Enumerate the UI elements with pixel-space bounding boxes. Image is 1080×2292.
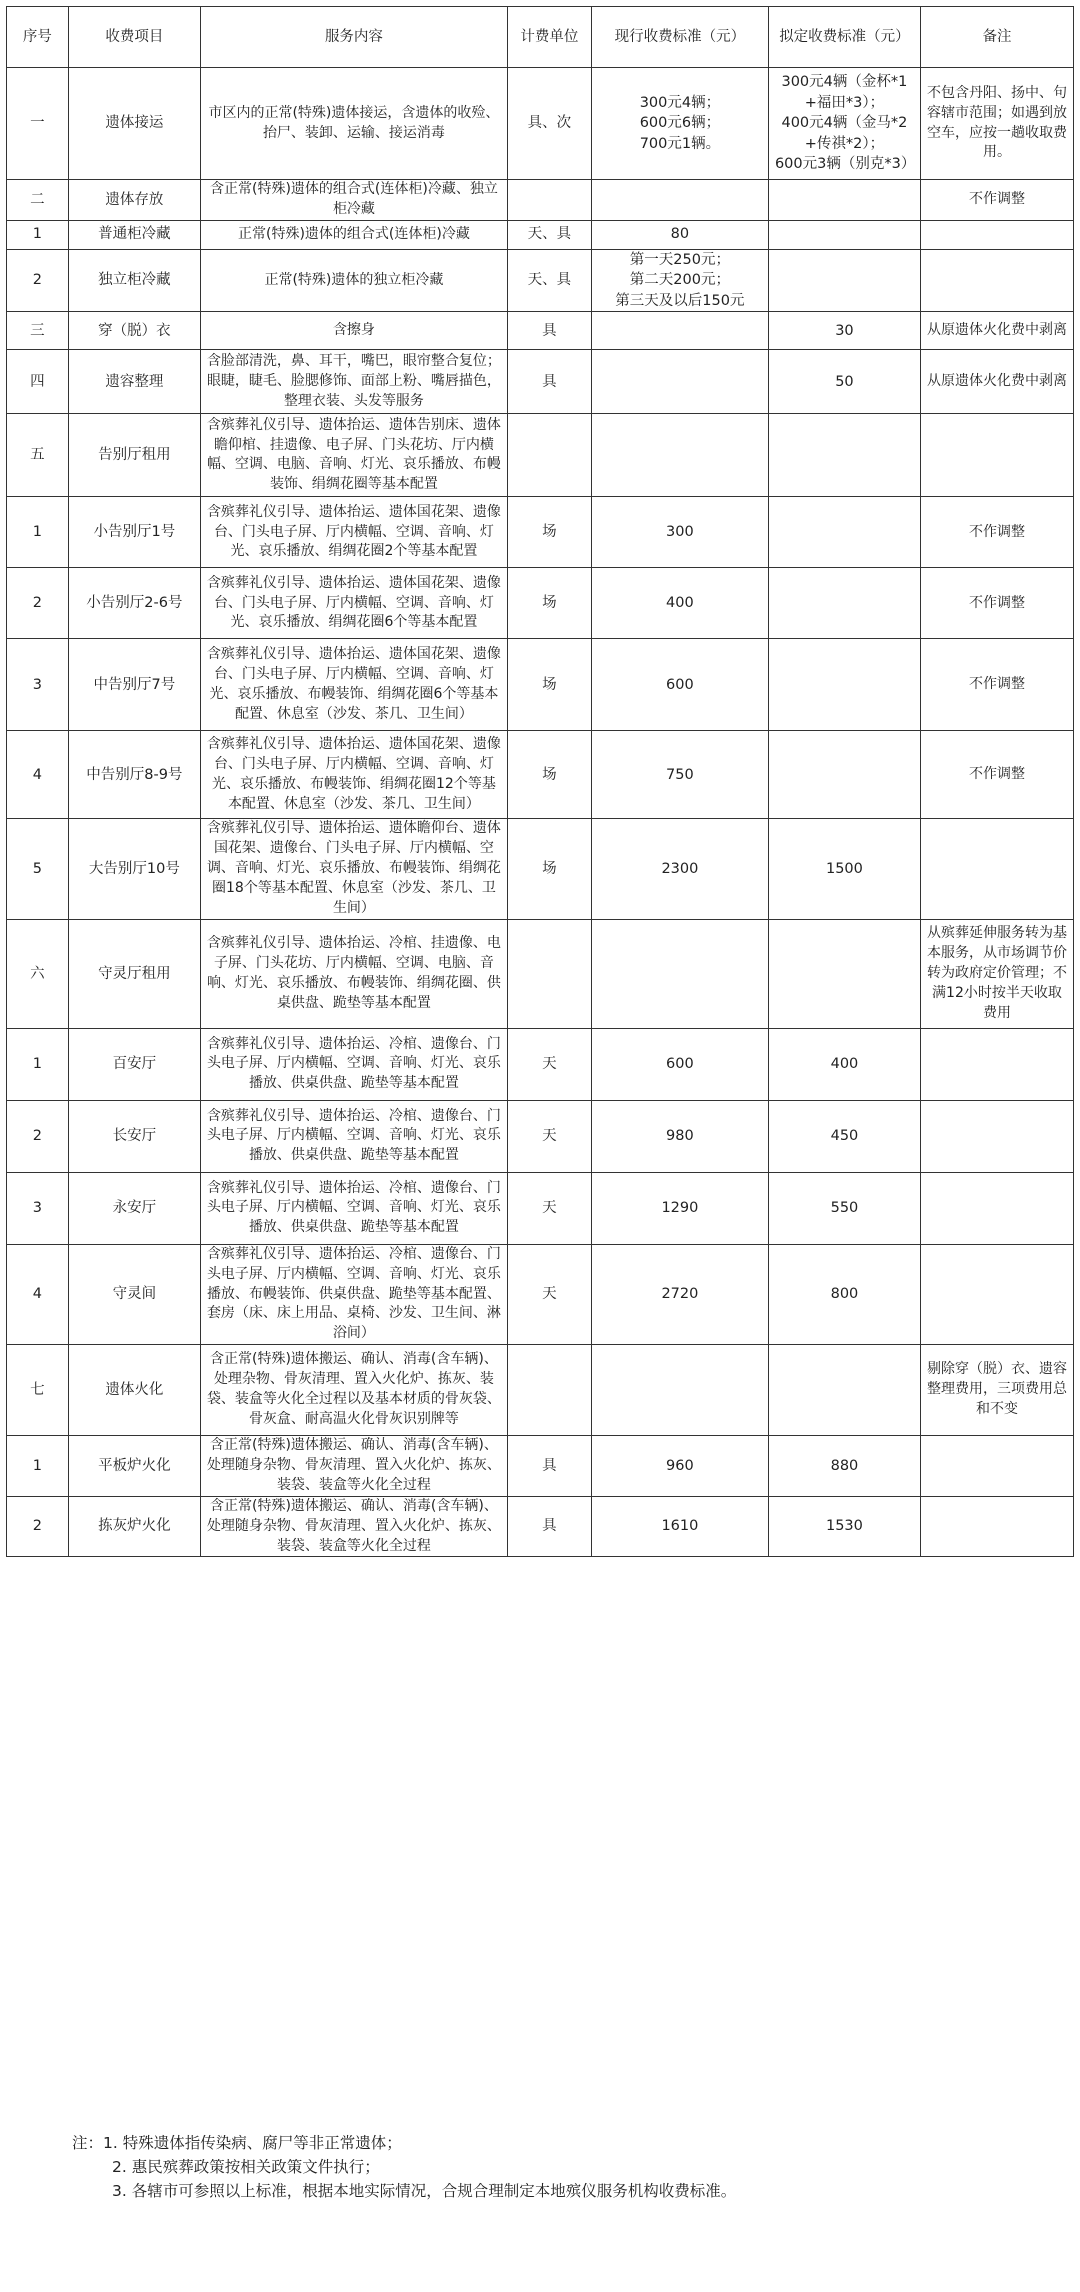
row-proposed-price: 550	[768, 1172, 920, 1244]
row-no: 2	[7, 568, 69, 639]
row-remark: 不包含丹阳、扬中、句容辖市范围；如遇到放空车，应按一趟收取费用。	[920, 68, 1073, 180]
row-remark	[920, 1244, 1073, 1344]
row-proposed-price	[768, 249, 920, 312]
row-proposed-price	[768, 414, 920, 497]
row-proposed-price	[768, 220, 920, 249]
header-item: 收费项目	[68, 7, 200, 68]
row-current-price: 2300	[591, 819, 768, 919]
row-no: 5	[7, 819, 69, 919]
row-proposed-price	[768, 919, 920, 1028]
row-item: 小告别厅1号	[68, 497, 200, 568]
row-current-price	[591, 312, 768, 350]
header-proposed: 拟定收费标准（元）	[768, 7, 920, 68]
row-remark: 剔除穿（脱）衣、遗容整理费用，三项费用总和不变	[920, 1345, 1073, 1436]
row-item: 拣灰炉火化	[68, 1496, 200, 1557]
row-unit: 具	[507, 1496, 591, 1557]
row-unit: 天、具	[507, 249, 591, 312]
row-content: 含殡葬礼仪引导、遗体抬运、遗体国花架、遗像台、门头电子屏、厅内横幅、空调、音响、灯光、哀乐播放、布幔装饰、绢绸花圈12个等基本配置、休息室（沙发、茶几、卫生间）	[200, 731, 507, 819]
table-row	[7, 731, 1074, 819]
row-no: 1	[7, 497, 69, 568]
row-unit: 场	[507, 568, 591, 639]
row-unit: 天、具	[507, 220, 591, 249]
row-unit: 天	[507, 1244, 591, 1344]
row-item: 大告别厅10号	[68, 819, 200, 919]
row-remark	[920, 1436, 1073, 1497]
row-proposed-price: 400	[768, 1028, 920, 1100]
table-row	[7, 1172, 1074, 1244]
row-proposed-price	[768, 1345, 920, 1436]
row-unit: 天	[507, 1028, 591, 1100]
row-unit	[507, 180, 591, 221]
row-remark: 从原遗体火化费中剥离	[920, 350, 1073, 414]
row-item: 遗体接运	[68, 68, 200, 180]
row-no: 2	[7, 1100, 69, 1172]
row-remark	[920, 1172, 1073, 1244]
header-current: 现行收费标准（元）	[591, 7, 768, 68]
table-row	[7, 249, 1074, 312]
row-current-price: 第一天250元； 第二天200元； 第三天及以后150元	[591, 249, 768, 312]
row-no: 1	[7, 1436, 69, 1497]
table-row	[7, 1100, 1074, 1172]
row-unit: 天	[507, 1172, 591, 1244]
row-content: 市区内的正常(特殊)遗体接运，含遗体的收殓、抬尸、装卸、运输、接运消毒	[200, 68, 507, 180]
row-content: 含正常(特殊)遗体搬运、确认、消毒(含车辆)、处理随身杂物、骨灰清理、置入火化炉、拣灰、装袋、装盒等火化全过程	[200, 1496, 507, 1557]
row-current-price: 2720	[591, 1244, 768, 1344]
row-content: 含殡葬礼仪引导、遗体抬运、冷棺、遗像台、门头电子屏、厅内横幅、空调、音响、灯光、哀乐播放、供桌供盘、跪垫等基本配置	[200, 1100, 507, 1172]
row-no: 七	[7, 1345, 69, 1436]
row-no: 2	[7, 1496, 69, 1557]
row-no: 3	[7, 639, 69, 731]
row-current-price	[591, 180, 768, 221]
row-item: 长安厅	[68, 1100, 200, 1172]
row-proposed-price: 30	[768, 312, 920, 350]
row-proposed-price: 1500	[768, 819, 920, 919]
row-content: 含正常(特殊)遗体搬运、确认、消毒(含车辆)、处理杂物、骨灰清理、置入火化炉、拣灰、装袋、装盒等火化全过程以及基本材质的骨灰袋、骨灰盒、耐高温火化骨灰识别牌等	[200, 1345, 507, 1436]
table-row	[7, 68, 1074, 180]
row-content: 含殡葬礼仪引导、遗体抬运、遗体国花架、遗像台、门头电子屏、厅内横幅、空调、音响、灯光、哀乐播放、布幔装饰、绢绸花圈6个等基本配置、休息室（沙发、茶几、卫生间）	[200, 639, 507, 731]
table-row	[7, 312, 1074, 350]
row-unit	[507, 1345, 591, 1436]
row-item: 遗体火化	[68, 1345, 200, 1436]
table-row	[7, 1028, 1074, 1100]
row-no: 4	[7, 731, 69, 819]
header-row	[7, 7, 1074, 68]
row-unit: 场	[507, 819, 591, 919]
row-unit: 场	[507, 639, 591, 731]
row-content: 含殡葬礼仪引导、遗体抬运、遗体国花架、遗像台、门头电子屏、厅内横幅、空调、音响、灯光、哀乐播放、绢绸花圈2个等基本配置	[200, 497, 507, 568]
row-current-price: 600	[591, 639, 768, 731]
row-remark	[920, 1028, 1073, 1100]
header-unit: 计费单位	[507, 7, 591, 68]
table-row	[7, 414, 1074, 497]
row-item: 中告别厅7号	[68, 639, 200, 731]
row-current-price: 600	[591, 1028, 768, 1100]
row-remark: 不作调整	[920, 497, 1073, 568]
note-3: 3. 各辖市可参照以上标准，根据本地实际情况，合规合理制定本地殡仪服务机构收费标准。	[112, 2182, 737, 2201]
fee-table	[6, 6, 1074, 1557]
row-content: 含正常(特殊)遗体搬运、确认、消毒(含车辆)、处理随身杂物、骨灰清理、置入火化炉、拣灰、装袋、装盒等火化全过程	[200, 1436, 507, 1497]
row-no: 二	[7, 180, 69, 221]
row-unit: 具、次	[507, 68, 591, 180]
row-current-price: 400	[591, 568, 768, 639]
table-row	[7, 220, 1074, 249]
row-current-price: 300	[591, 497, 768, 568]
row-item: 小告别厅2-6号	[68, 568, 200, 639]
row-no: 六	[7, 919, 69, 1028]
row-remark: 不作调整	[920, 731, 1073, 819]
row-item: 遗体存放	[68, 180, 200, 221]
row-current-price: 1290	[591, 1172, 768, 1244]
row-no: 一	[7, 68, 69, 180]
row-remark	[920, 1496, 1073, 1557]
row-content: 含殡葬礼仪引导、遗体抬运、冷棺、挂遗像、电子屏、门头花坊、厅内横幅、空调、电脑、音响、灯光、哀乐播放、布幔装饰、绢绸花圈、供桌供盘、跪垫等基本配置	[200, 919, 507, 1028]
row-unit: 具	[507, 312, 591, 350]
row-current-price: 300元4辆； 600元6辆； 700元1辆。	[591, 68, 768, 180]
row-unit: 场	[507, 731, 591, 819]
row-remark	[920, 220, 1073, 249]
row-content: 含殡葬礼仪引导、遗体抬运、冷棺、遗像台、门头电子屏、厅内横幅、空调、音响、灯光、哀乐播放、供桌供盘、跪垫等基本配置	[200, 1028, 507, 1100]
row-no: 2	[7, 249, 69, 312]
table-row	[7, 1496, 1074, 1557]
row-remark	[920, 819, 1073, 919]
row-proposed-price	[768, 731, 920, 819]
row-current-price: 960	[591, 1436, 768, 1497]
row-current-price	[591, 1345, 768, 1436]
table-row	[7, 1436, 1074, 1497]
row-content: 含殡葬礼仪引导、遗体抬运、遗体瞻仰台、遗体国花架、遗像台、门头电子屏、厅内横幅、空调、音响、灯光、哀乐播放、布幔装饰、绢绸花圈18个等基本配置、休息室（沙发、茶几、卫生间）	[200, 819, 507, 919]
table-row	[7, 919, 1074, 1028]
row-content: 含殡葬礼仪引导、遗体抬运、冷棺、遗像台、门头电子屏、厅内横幅、空调、音响、灯光、哀乐播放、供桌供盘、跪垫等基本配置	[200, 1172, 507, 1244]
header-remark: 备注	[920, 7, 1073, 68]
row-remark: 不作调整	[920, 639, 1073, 731]
row-no: 五	[7, 414, 69, 497]
row-content: 含擦身	[200, 312, 507, 350]
row-content: 含殡葬礼仪引导、遗体抬运、遗体国花架、遗像台、门头电子屏、厅内横幅、空调、音响、灯光、哀乐播放、绢绸花圈6个等基本配置	[200, 568, 507, 639]
row-proposed-price	[768, 180, 920, 221]
row-no: 1	[7, 1028, 69, 1100]
row-item: 守灵厅租用	[68, 919, 200, 1028]
row-unit: 具	[507, 350, 591, 414]
row-item: 平板炉火化	[68, 1436, 200, 1497]
row-item: 独立柜冷藏	[68, 249, 200, 312]
row-current-price: 750	[591, 731, 768, 819]
row-current-price: 980	[591, 1100, 768, 1172]
row-current-price: 1610	[591, 1496, 768, 1557]
row-item: 永安厅	[68, 1172, 200, 1244]
table-row	[7, 497, 1074, 568]
row-proposed-price: 1530	[768, 1496, 920, 1557]
row-proposed-price: 800	[768, 1244, 920, 1344]
row-item: 中告别厅8-9号	[68, 731, 200, 819]
row-remark: 不作调整	[920, 568, 1073, 639]
note-1: 注：1. 特殊遗体指传染病、腐尸等非正常遗体；	[72, 2134, 402, 2152]
table-row	[7, 180, 1074, 221]
row-item: 百安厅	[68, 1028, 200, 1100]
row-current-price	[591, 919, 768, 1028]
row-remark: 从原遗体火化费中剥离	[920, 312, 1073, 350]
row-proposed-price: 450	[768, 1100, 920, 1172]
notes	[72, 2131, 1052, 2203]
row-item: 遗容整理	[68, 350, 200, 414]
row-no: 3	[7, 1172, 69, 1244]
table-row	[7, 1244, 1074, 1344]
row-remark: 不作调整	[920, 180, 1073, 221]
row-proposed-price: 300元4辆（金杯*1+福田*3）； 400元4辆（金马*2+传祺*2）； 600元3辆（别克*3）	[768, 68, 920, 180]
row-proposed-price: 880	[768, 1436, 920, 1497]
row-content: 含正常(特殊)遗体的组合式(连体柜)冷藏、独立柜冷藏	[200, 180, 507, 221]
header-no: 序号	[7, 7, 69, 68]
row-current-price	[591, 350, 768, 414]
row-no: 四	[7, 350, 69, 414]
row-item: 守灵间	[68, 1244, 200, 1344]
row-proposed-price	[768, 568, 920, 639]
row-unit: 场	[507, 497, 591, 568]
row-unit	[507, 414, 591, 497]
row-no: 1	[7, 220, 69, 249]
row-current-price	[591, 414, 768, 497]
row-content: 含殡葬礼仪引导、遗体抬运、冷棺、遗像台、门头电子屏、厅内横幅、空调、音响、灯光、哀乐播放、布幔装饰、供桌供盘、跪垫等基本配置、套房（床、床上用品、桌椅、沙发、卫生间、淋浴间）	[200, 1244, 507, 1344]
row-remark: 从殡葬延伸服务转为基本服务，从市场调节价转为政府定价管理；不满12小时按半天收取费用	[920, 919, 1073, 1028]
row-remark	[920, 414, 1073, 497]
row-content: 含脸部清洗，鼻、耳干，嘴巴，眼帘整合复位；眼睫，睫毛、脸腮修饰、面部上粉、嘴唇描色，整理衣装、头发等服务	[200, 350, 507, 414]
note-2: 2. 惠民殡葬政策按相关政策文件执行；	[112, 2158, 380, 2177]
row-current-price: 80	[591, 220, 768, 249]
row-no: 4	[7, 1244, 69, 1344]
row-unit: 天	[507, 1100, 591, 1172]
table-row	[7, 639, 1074, 731]
row-unit	[507, 919, 591, 1028]
row-proposed-price: 50	[768, 350, 920, 414]
row-item: 普通柜冷藏	[68, 220, 200, 249]
row-proposed-price	[768, 639, 920, 731]
table-row	[7, 819, 1074, 919]
row-item: 告别厅租用	[68, 414, 200, 497]
row-proposed-price	[768, 497, 920, 568]
table-row	[7, 568, 1074, 639]
row-content: 含殡葬礼仪引导、遗体抬运、遗体告别床、遗体瞻仰棺、挂遗像、电子屏、门头花坊、厅内横幅、空调、电脑、音响、灯光、哀乐播放、布幔装饰、绢绸花圈等基本配置	[200, 414, 507, 497]
row-remark	[920, 249, 1073, 312]
row-no: 三	[7, 312, 69, 350]
table-row	[7, 350, 1074, 414]
row-item: 穿（脱）衣	[68, 312, 200, 350]
row-unit: 具	[507, 1436, 591, 1497]
row-content: 正常(特殊)遗体的独立柜冷藏	[200, 249, 507, 312]
header-content: 服务内容	[200, 7, 507, 68]
row-remark	[920, 1100, 1073, 1172]
row-content: 正常(特殊)遗体的组合式(连体柜)冷藏	[200, 220, 507, 249]
table-row	[7, 1345, 1074, 1436]
